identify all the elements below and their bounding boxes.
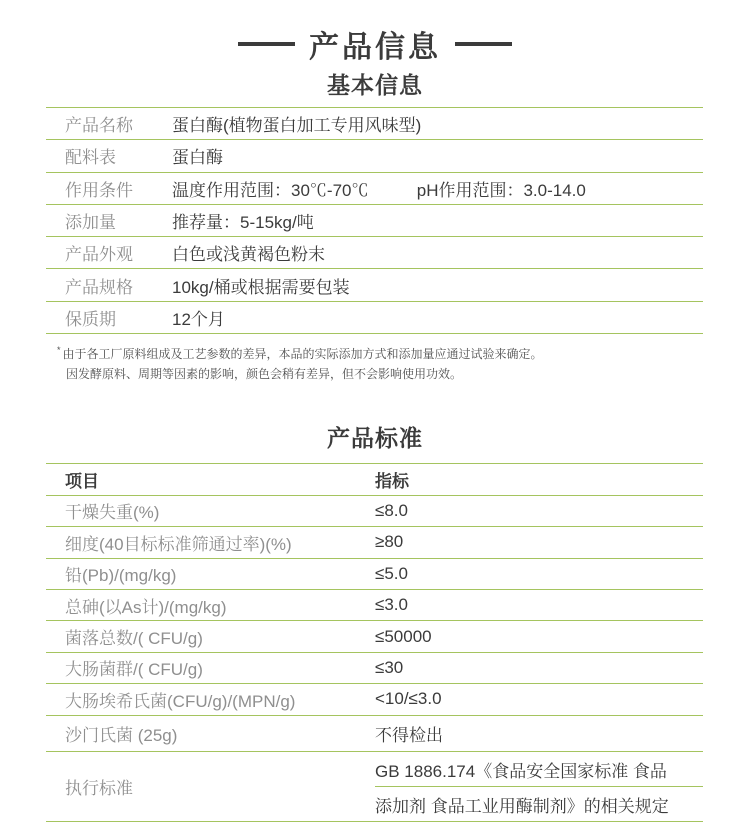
row-value [172,176,703,201]
row-spec: ≥80 [375,532,404,552]
table-row [46,204,703,236]
table-row [46,301,703,333]
row-label: 产品外观 [65,245,133,265]
table-row [46,652,703,683]
column-header-spec: 指标 [375,471,409,491]
row-value-ph: pH作用范围：3.0-14.0 [416,180,586,200]
table-row [46,268,703,300]
row-item: 细度(40目标标准筛通过率)(%) [65,534,292,554]
table-row-exec-standard [46,751,703,821]
row-item: 大肠菌群/( CFU/g) [65,660,203,680]
table-row [46,558,703,589]
row-item: 沙门氏菌 (25g) [65,725,178,745]
row-value-temperature: 温度作用范围：30℃-70℃ [172,180,369,200]
row-item: 执行标准 [65,779,133,799]
basic-info-section-title: 基本信息 [327,72,423,98]
column-header-item: 项目 [65,471,99,491]
table-row [46,526,703,557]
row-spec: ≤8.0 [375,500,408,520]
table-row [46,715,703,752]
row-spec: ≤50000 [375,626,432,646]
row-label: 产品规格 [65,277,133,297]
row-spec: <10/≤3.0 [375,689,442,709]
table-row [46,139,703,171]
row-spec: ≤3.0 [375,595,408,615]
exec-standard-line-1: GB 1886.174《食品安全国家标准 食品 [375,761,667,781]
footnote-line-1 [57,340,543,364]
table-row [46,495,703,526]
row-item: 干燥失重(%) [65,503,160,523]
row-value: 推荐量：5-15kg/吨 [172,213,314,233]
exec-standard-line-2: 添加剂 食品工业用酶制剂》的相关规定 [375,786,703,821]
table-row [46,107,703,139]
basic-info-table [46,107,703,334]
row-label: 保质期 [65,309,116,329]
table-row [46,683,703,714]
footnote [57,340,543,384]
row-label: 作用条件 [65,180,133,200]
row-spec: 不得检出 [375,725,443,745]
table-row [46,589,703,620]
footnote-text-1: 由于各工厂原料组成及工艺参数的差异，本品的实际添加方式和添加量应通过试验来确定。 [62,347,543,361]
row-item: 总砷(以As计)/(mg/kg) [65,597,227,617]
title-dash-right [455,42,512,46]
table-row [46,172,703,204]
table-header-row [46,463,703,495]
standards-table [46,463,703,822]
title-dash-left [238,42,295,46]
row-spec: ≤30 [375,657,404,677]
row-item: 菌落总数/( CFU/g) [65,629,203,649]
row-spec [375,752,703,821]
standards-section-title: 产品标准 [327,425,423,451]
row-value: 蛋白酶 [172,148,223,168]
row-label: 配料表 [65,148,116,168]
row-value: 蛋白酶(植物蛋白加工专用风味型) [172,116,422,136]
footnote-marker: * [57,345,61,355]
row-spec: ≤5.0 [375,563,408,583]
row-label: 产品名称 [65,116,133,136]
page-title [0,22,750,66]
row-item: 铅(Pb)/(mg/kg) [65,566,177,586]
footnote-line-2: 因发酵原料、周期等因素的影响，颜色会稍有差异，但不会影响使用功效。 [66,367,463,381]
row-value: 12个月 [172,309,225,329]
table-row [46,620,703,651]
row-label: 添加量 [65,213,116,233]
row-value: 白色或浅黄褐色粉末 [172,245,325,265]
row-value: 10kg/桶或根据需要包装 [172,277,350,297]
row-item: 大肠埃希氏菌(CFU/g)/(MPN/g) [65,691,296,711]
table-row [46,236,703,268]
page-title-text: 产品信息 [309,31,441,64]
